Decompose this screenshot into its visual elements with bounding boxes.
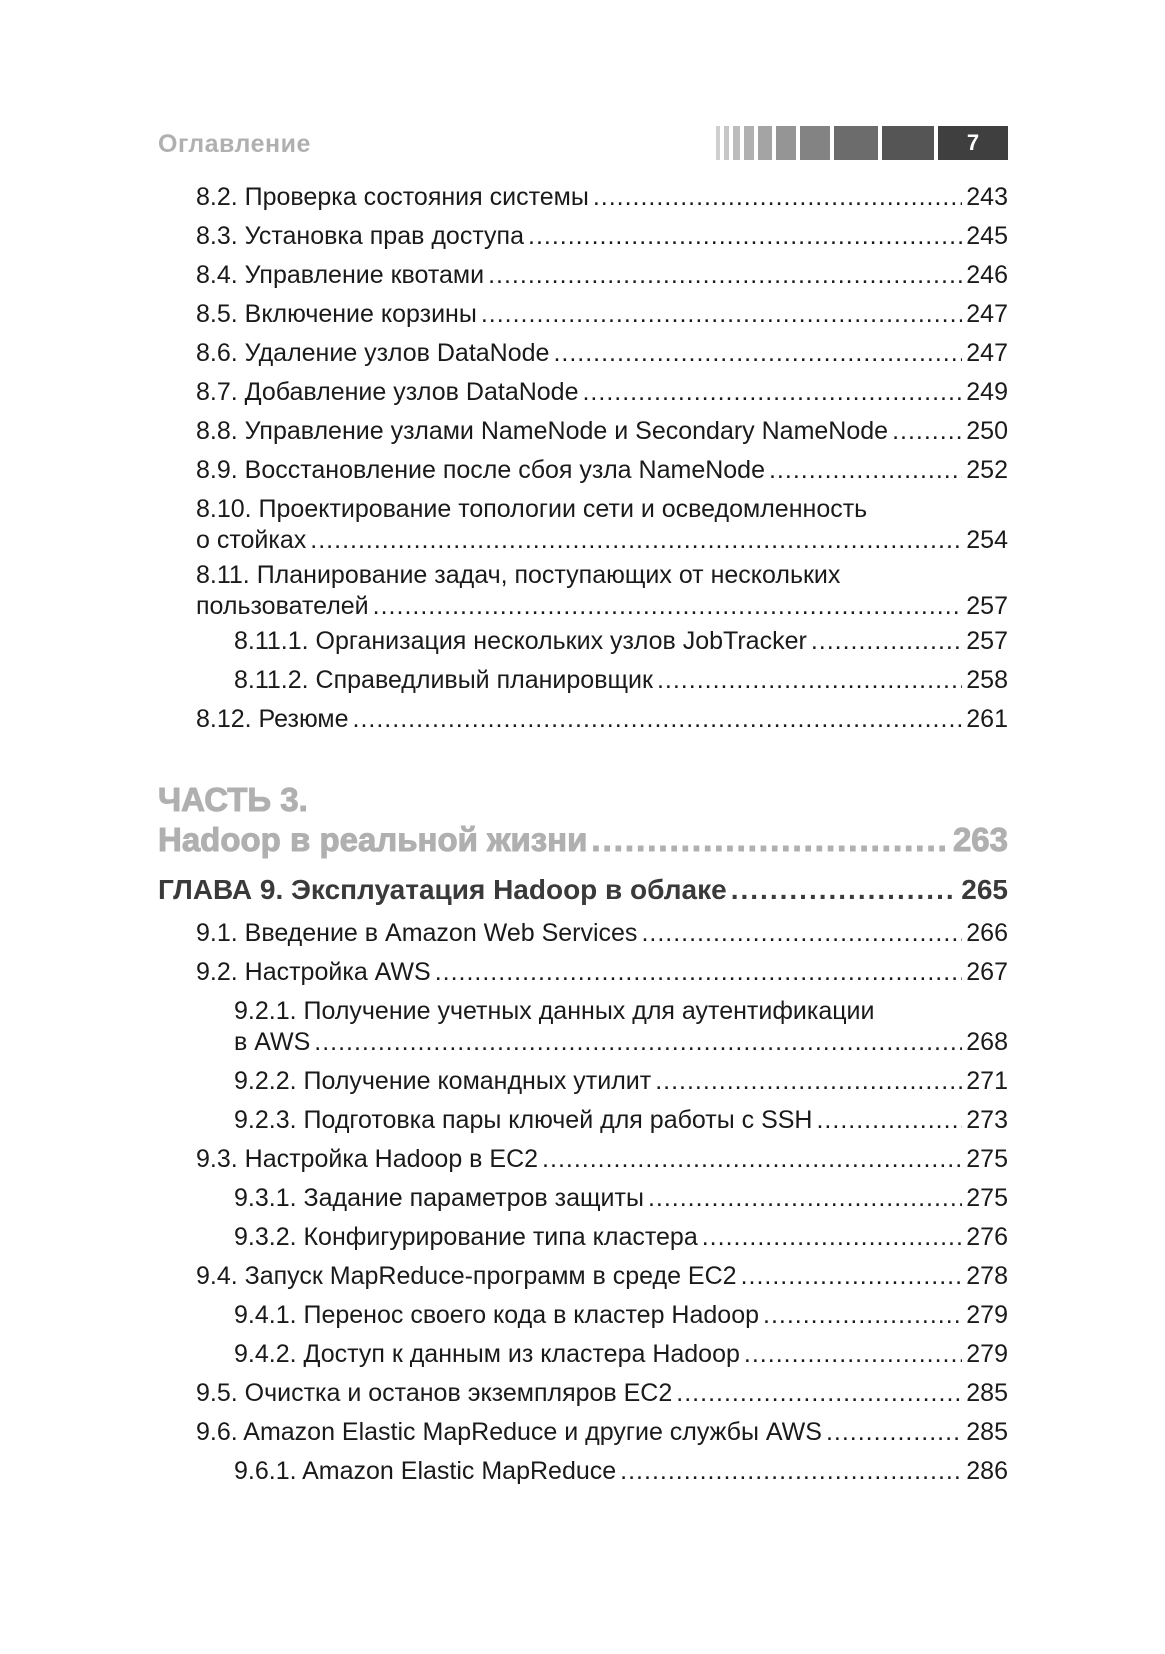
dot-leader [769, 455, 962, 486]
page-number: 7 [938, 126, 1008, 160]
toc-entry-label: 8.6. Удаление узлов DataNode [196, 339, 550, 367]
toc-entry [196, 416, 1008, 447]
toc-entry-page: 266 [966, 919, 1008, 947]
toc-entry [196, 957, 1008, 988]
toc-entry-page: 267 [966, 958, 1008, 986]
toc-entry-page: 249 [966, 378, 1008, 406]
toc-entry [196, 260, 1008, 291]
dot-leader [373, 591, 963, 622]
toc-entry-label: 9.2. Настройка AWS [196, 958, 431, 986]
dot-leader [676, 1378, 962, 1409]
dot-leader [892, 416, 962, 447]
toc-entry-label: 9.3.2. Конфигурирование типа кластера [234, 1223, 698, 1251]
toc-entry-label: 8.2. Проверка состояния системы [196, 183, 589, 211]
toc-entry [196, 918, 1008, 949]
toc-entry [196, 1261, 1008, 1292]
toc-entry [196, 338, 1008, 369]
toc-entry-page: 252 [966, 456, 1008, 484]
toc-entry-page: 245 [966, 222, 1008, 250]
running-title: Оглавление [158, 130, 311, 158]
toc-entry-label: 9.2.2. Получение командных утилит [234, 1067, 652, 1095]
toc-entry-page: 271 [966, 1067, 1008, 1095]
header-stripe [776, 126, 796, 160]
dot-leader [353, 704, 963, 735]
toc-entry [234, 1066, 1008, 1097]
toc-entry-page: 268 [966, 1028, 1008, 1056]
header-stripe [724, 126, 729, 160]
page-number-tab [716, 126, 1008, 160]
toc-entry-page: 285 [966, 1418, 1008, 1446]
dot-leader [553, 338, 962, 369]
toc-entry-page: 275 [966, 1184, 1008, 1212]
dot-leader [648, 1183, 962, 1214]
part-title: Hadoop в реальной жизни [158, 821, 588, 858]
toc-entry [234, 1222, 1008, 1253]
part-number: ЧАСТЬ 3. [158, 781, 308, 818]
dot-leader [528, 221, 962, 252]
toc-entry-page: 247 [966, 300, 1008, 328]
toc-entry [196, 182, 1008, 213]
toc-entry-label: о стойках [196, 526, 307, 554]
toc-entry-label: 9.6.1. Amazon Elastic MapReduce [234, 1457, 617, 1485]
header-stripe [800, 126, 830, 160]
chapter-page: 265 [961, 874, 1008, 905]
chapter-title: ГЛАВА 9. Эксплуатация Hadoop в облаке [158, 874, 727, 905]
toc-entry-page: 273 [966, 1106, 1008, 1134]
toc-entry [234, 1339, 1008, 1370]
dot-leader [657, 665, 962, 696]
toc-entry-label: 8.11.2. Справедливый планировщик [234, 666, 653, 694]
toc-entry-label: 9.3. Настройка Hadoop в EC2 [196, 1145, 539, 1173]
toc-entry-page: 275 [966, 1145, 1008, 1173]
toc-entry-page: 254 [966, 526, 1008, 554]
toc-entry-label: 8.5. Включение корзины [196, 300, 477, 328]
toc-entry [234, 1183, 1008, 1214]
toc-entry [196, 1144, 1008, 1175]
dot-leader [591, 820, 949, 860]
part-heading [158, 780, 1008, 860]
toc-entry-label: 9.5. Очистка и останов экземпляров EC2 [196, 1379, 673, 1407]
toc-entry [196, 1417, 1008, 1448]
toc-entry-first-line: 9.2.1. Получение учетных данных для аутентификации [234, 997, 875, 1025]
toc-entry [234, 1105, 1008, 1136]
toc-entry-page: 276 [966, 1223, 1008, 1251]
header-stripe [716, 126, 720, 160]
toc-entry-page: 257 [966, 592, 1008, 620]
toc-entry [196, 494, 1008, 556]
toc-entry-page: 246 [966, 261, 1008, 289]
toc-entry-page: 257 [966, 627, 1008, 655]
toc-entry [234, 1456, 1008, 1487]
dot-leader [620, 1456, 962, 1487]
toc-entry-first-line: 8.11. Планирование задач, поступающих от нескольких [196, 561, 841, 589]
dot-leader [481, 299, 962, 330]
dot-leader [435, 957, 963, 988]
dot-leader [314, 1027, 962, 1058]
dot-leader [731, 874, 958, 906]
dot-leader [702, 1222, 963, 1253]
dot-leader [641, 918, 962, 949]
running-header [158, 124, 1008, 164]
toc-entry [196, 560, 1008, 622]
toc-entry-label: 8.11.1. Организация нескольких узлов JobTracker [234, 627, 807, 655]
toc-entry-page: 261 [966, 705, 1008, 733]
header-stripe [882, 126, 934, 160]
toc-entry-label: 8.3. Установка прав доступа [196, 222, 524, 250]
toc-entry [196, 221, 1008, 252]
dot-leader [310, 525, 962, 556]
toc-entry-label: 9.3.1. Задание параметров защиты [234, 1184, 644, 1212]
toc-entry-page: 258 [966, 666, 1008, 694]
toc-entry-label: в AWS [234, 1028, 311, 1056]
toc-entry [196, 1378, 1008, 1409]
toc-entry-page: 285 [966, 1379, 1008, 1407]
dot-leader [816, 1105, 962, 1136]
dot-leader [763, 1300, 962, 1331]
header-stripe [834, 126, 878, 160]
toc-entry [196, 377, 1008, 408]
toc-entry-page: 286 [966, 1457, 1008, 1485]
dot-leader [542, 1144, 962, 1175]
header-stripe [758, 126, 772, 160]
header-stripe [744, 126, 754, 160]
toc-entry [234, 1300, 1008, 1331]
toc-entry-page: 279 [966, 1301, 1008, 1329]
dot-leader [593, 182, 962, 213]
toc-entry [196, 704, 1008, 735]
dot-leader [655, 1066, 962, 1097]
toc-entry-label: 8.4. Управление квотами [196, 261, 485, 289]
dot-leader [826, 1417, 962, 1448]
toc-entry-page: 279 [966, 1340, 1008, 1368]
toc-entry [196, 299, 1008, 330]
toc-entry-page: 247 [966, 339, 1008, 367]
toc-entry-label: 8.9. Восстановление после сбоя узла NameNode [196, 456, 765, 484]
toc-entry [196, 455, 1008, 486]
toc-entry [234, 665, 1008, 696]
dot-leader [811, 626, 962, 657]
toc-entry-label: 8.7. Добавление узлов DataNode [196, 378, 579, 406]
dot-leader [741, 1261, 963, 1292]
toc-entry-label: 9.6. Amazon Elastic MapReduce и другие службы AWS [196, 1418, 822, 1446]
toc-entry-first-line: 8.10. Проектирование топологии сети и осведомленность [196, 495, 868, 523]
dot-leader [744, 1339, 962, 1370]
toc-entry [234, 996, 1008, 1058]
toc-entry-page: 250 [966, 417, 1008, 445]
toc-entry-label: 9.4. Запуск MapReduce-программ в среде EC2 [196, 1262, 737, 1290]
toc-entry [234, 626, 1008, 657]
toc-entry-label: 9.2.3. Подготовка пары ключей для работы с SSH [234, 1106, 813, 1134]
part-page: 263 [952, 821, 1008, 858]
header-stripe [733, 126, 740, 160]
toc-entry-page: 243 [966, 183, 1008, 211]
toc-entry-label: 8.8. Управление узлами NameNode и Secondary NameNode [196, 417, 889, 445]
toc-entry-label: 9.4.1. Перенос своего кода в кластер Hadoop [234, 1301, 759, 1329]
toc-entry-label: 9.4.2. Доступ к данным из кластера Hadoop [234, 1340, 740, 1368]
toc-entry-page: 278 [966, 1262, 1008, 1290]
toc-entry-label: 8.12. Резюме [196, 705, 349, 733]
toc-entry-label: пользователей [196, 592, 369, 620]
toc-entry-label: 9.1. Введение в Amazon Web Services [196, 919, 638, 947]
dot-leader [488, 260, 962, 291]
dot-leader [582, 377, 962, 408]
chapter-heading [158, 874, 1008, 906]
